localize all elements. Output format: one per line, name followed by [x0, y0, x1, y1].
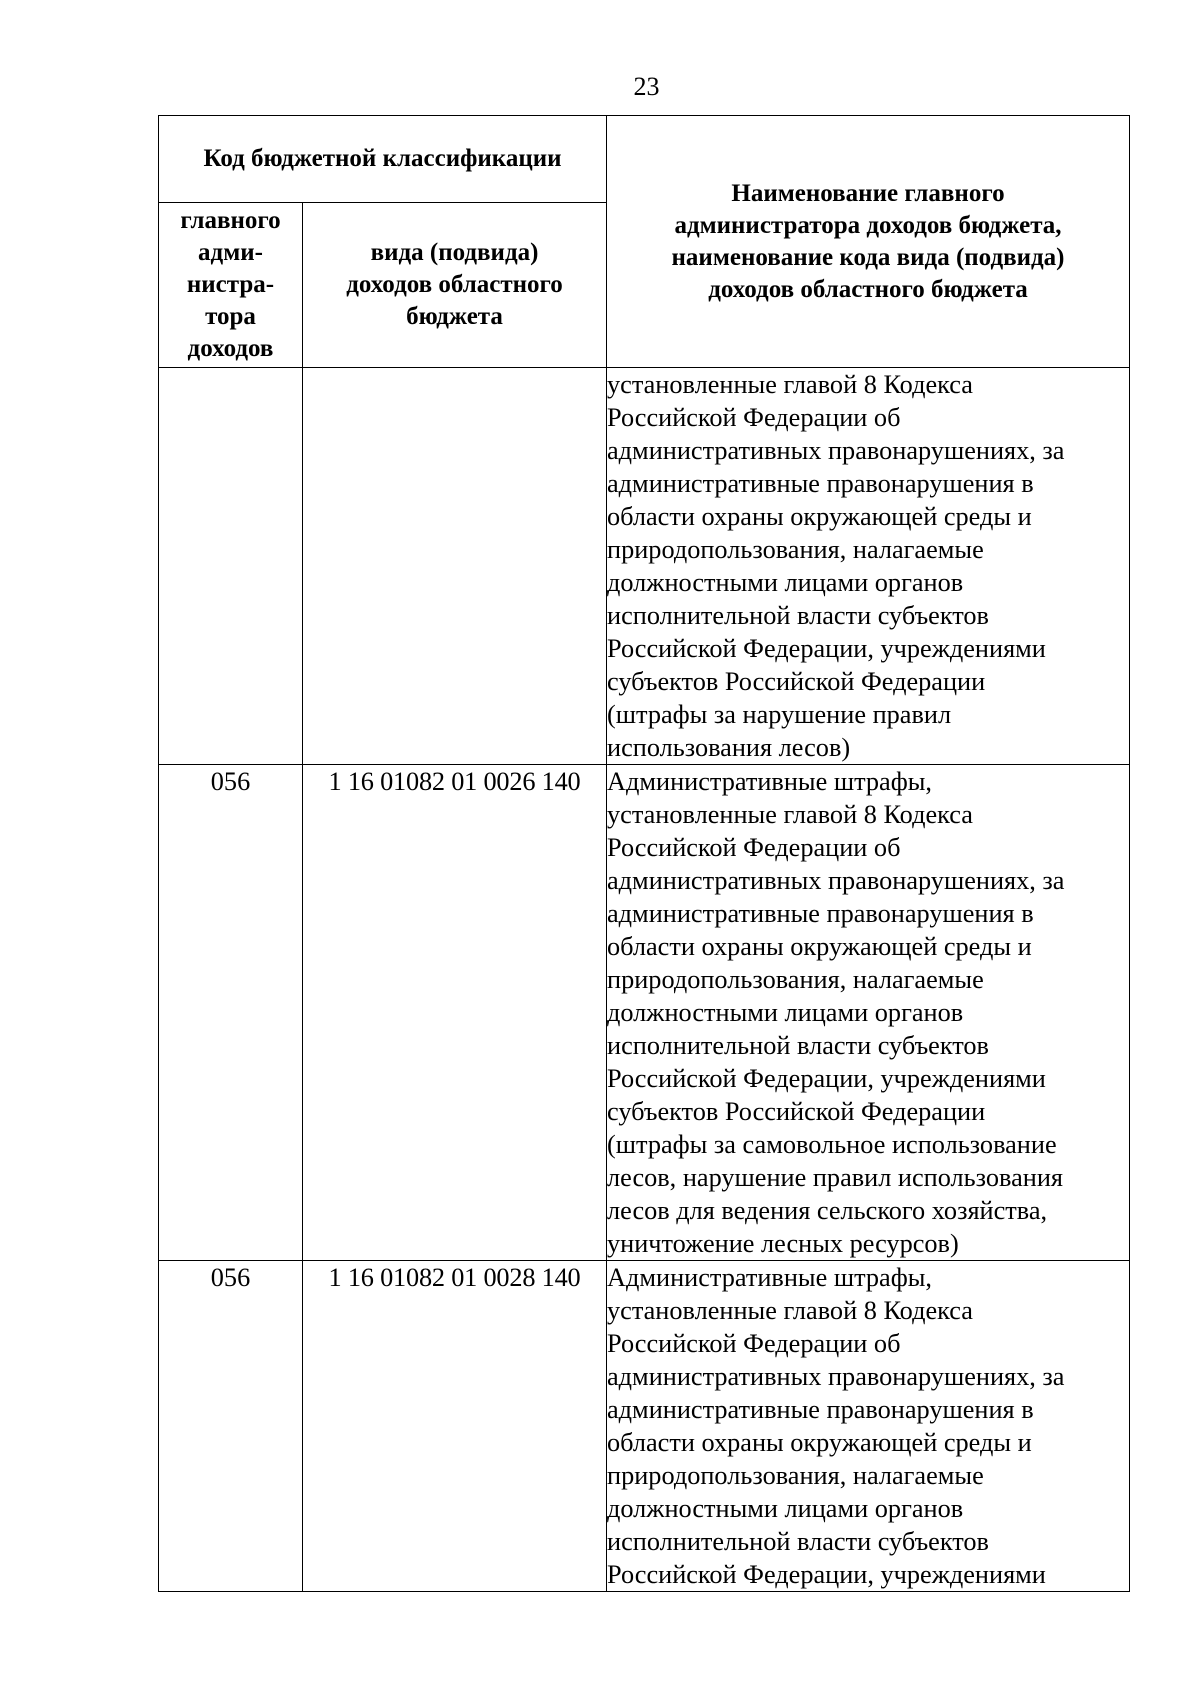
description-line: Российской Федерации об — [607, 403, 901, 432]
description-cell — [607, 765, 1130, 1261]
description-line: Российской Федерации об — [607, 1329, 901, 1358]
admin-code-cell: 056 — [159, 765, 303, 1261]
header-line: вида (подвида) — [370, 239, 539, 266]
header-admin-column — [159, 203, 303, 368]
description-line: административные правонарушения в — [607, 469, 1034, 498]
header-line: тора — [205, 303, 256, 330]
description-line: Российской Федерации, учреждениями — [607, 1560, 1046, 1589]
description-line: административные правонарушения в — [607, 899, 1034, 928]
header-line: доходов областного — [346, 271, 563, 298]
description-line: административных правонарушениях, за — [607, 436, 1065, 465]
description-cell — [607, 1261, 1130, 1592]
table-row — [159, 1261, 1130, 1592]
description-line: должностными лицами органов — [607, 1494, 964, 1523]
description-line: природопользования, налагаемые — [607, 1461, 984, 1490]
header-line: главного — [180, 207, 281, 234]
table-body — [159, 368, 1130, 1592]
description-line: Российской Федерации об — [607, 833, 901, 862]
description-line: исполнительной власти субъектов — [607, 1031, 989, 1060]
description-line: Российской Федерации, учреждениями — [607, 634, 1046, 663]
description-line: должностными лицами органов — [607, 998, 964, 1027]
description-line: Российской Федерации, учреждениями — [607, 1064, 1046, 1093]
description-line: лесов, нарушение правил использования — [607, 1163, 1064, 1192]
header-line: бюджета — [406, 303, 503, 330]
description-line: области охраны окружающей среды и — [607, 1428, 1032, 1457]
income-code-cell: 1 16 01082 01 0026 140 — [303, 765, 607, 1261]
header-line: Наименование главного — [731, 179, 1005, 207]
description-line: Административные штрафы, — [607, 1263, 932, 1292]
description-line: административные правонарушения в — [607, 1395, 1034, 1424]
description-cell — [607, 368, 1130, 765]
header-line: доходов — [187, 335, 274, 362]
header-budget-code-group: Код бюджетной классификации — [159, 116, 607, 203]
description-line: исполнительной власти субъектов — [607, 601, 989, 630]
income-code-cell: 1 16 01082 01 0028 140 — [303, 1261, 607, 1592]
admin-code-cell: 056 — [159, 1261, 303, 1592]
description-line: области охраны окружающей среды и — [607, 932, 1032, 961]
table-header — [159, 116, 1130, 368]
description-line: субъектов Российской Федерации — [607, 667, 986, 696]
header-line: наименование кода вида (подвида) — [671, 243, 1065, 271]
description-line: должностными лицами органов — [607, 568, 964, 597]
header-name-column — [607, 116, 1130, 368]
description-line: исполнительной власти субъектов — [607, 1527, 989, 1556]
table-row — [159, 765, 1130, 1261]
description-line: (штрафы за нарушение правил — [607, 700, 952, 729]
header-line: нистра- — [186, 271, 275, 298]
page-number: 23 — [633, 72, 660, 101]
description-line: установленные главой 8 Кодекса — [607, 800, 973, 829]
description-line: использования лесов) — [607, 733, 851, 762]
header-line: администратора доходов бюджета, — [674, 211, 1062, 239]
description-line: установленные главой 8 Кодекса — [607, 1296, 973, 1325]
admin-code-cell — [159, 368, 303, 765]
description-line: административных правонарушениях, за — [607, 866, 1065, 895]
description-line: природопользования, налагаемые — [607, 535, 984, 564]
description-line: административных правонарушениях, за — [607, 1362, 1065, 1391]
description-line: уничтожение лесных ресурсов) — [607, 1229, 959, 1258]
description-line: Административные штрафы, — [607, 767, 932, 796]
budget-classification-table — [158, 115, 1130, 1592]
income-code-cell — [303, 368, 607, 765]
description-line: установленные главой 8 Кодекса — [607, 370, 973, 399]
header-line: адми- — [198, 239, 263, 266]
description-line: области охраны окружающей среды и — [607, 502, 1032, 531]
description-line: природопользования, налагаемые — [607, 965, 984, 994]
description-line: лесов для ведения сельского хозяйства, — [607, 1196, 1048, 1225]
header-line: доходов областного бюджета — [708, 275, 1028, 303]
header-kind-column — [303, 203, 607, 368]
description-line: субъектов Российской Федерации — [607, 1097, 986, 1126]
table-row — [159, 368, 1130, 765]
description-line: (штрафы за самовольное использование — [607, 1130, 1057, 1159]
